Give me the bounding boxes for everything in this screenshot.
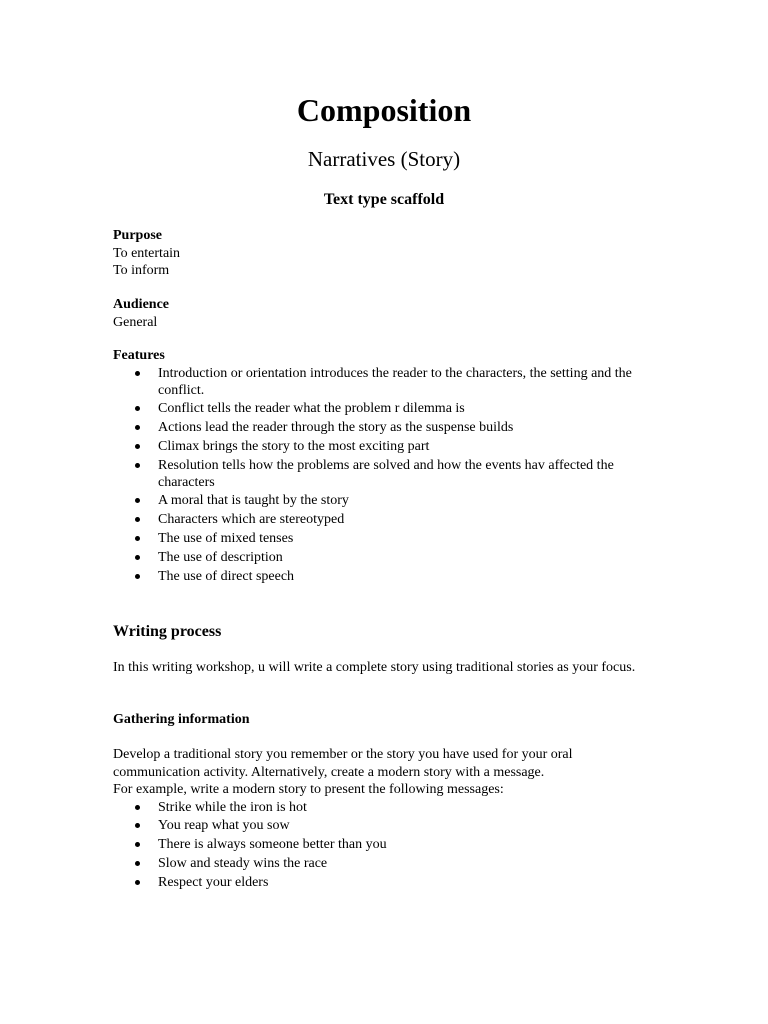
bullet-icon xyxy=(135,498,140,503)
list-item xyxy=(113,400,658,417)
audience-heading: Audience xyxy=(113,297,169,312)
feature-text: A moral that is taught by the story xyxy=(158,493,349,509)
bullet-icon xyxy=(135,406,140,411)
bullet-icon xyxy=(135,805,140,810)
writing-process-heading: Writing process xyxy=(113,623,222,640)
message-text: You reap what you sow xyxy=(158,818,290,834)
feature-text: The use of mixed tenses xyxy=(158,531,294,547)
message-text: Strike while the iron is hot xyxy=(158,799,307,815)
feature-text: Introduction or orientation introduces the reader to the characters, the setting and the conflict. xyxy=(158,365,632,398)
document-subtitle: Narratives (Story) xyxy=(307,147,461,171)
list-item xyxy=(113,492,658,509)
feature-text: Actions lead the reader through the story as the suspense builds xyxy=(158,420,514,436)
list-item xyxy=(113,874,658,891)
list-item xyxy=(113,817,658,834)
bullet-icon xyxy=(135,823,140,828)
message-text: There is always someone better than you xyxy=(158,837,387,853)
bullet-icon xyxy=(135,517,140,522)
feature-text: Conflict tells the reader what the problem r dilemma is xyxy=(158,401,465,417)
bullet-icon xyxy=(135,444,140,449)
bullet-icon xyxy=(135,463,140,468)
message-text: Slow and steady wins the race xyxy=(158,855,328,871)
feature-text: The use of description xyxy=(158,549,283,565)
gathering-body xyxy=(113,746,633,892)
bullet-icon xyxy=(135,555,140,560)
list-item xyxy=(113,799,658,816)
list-item xyxy=(113,836,658,853)
bullet-icon xyxy=(135,574,140,579)
feature-text: The use of direct speech xyxy=(158,568,295,584)
bullet-icon xyxy=(135,536,140,541)
purpose-heading: Purpose xyxy=(113,228,162,243)
features-heading: Features xyxy=(113,348,165,363)
messages-list xyxy=(113,799,633,891)
purpose-line: To inform xyxy=(113,263,170,278)
writing-process-section xyxy=(113,621,673,643)
list-item xyxy=(113,419,658,436)
feature-text: Climax brings the story to the most exciting part xyxy=(158,438,430,454)
message-text: Respect your elders xyxy=(158,874,269,890)
gathering-paragraph: Develop a traditional story you remember or the story you have used for your oral communication activity. Alternatively, create a modern story with a message. xyxy=(113,747,573,780)
list-item xyxy=(113,457,658,491)
list-item xyxy=(113,365,658,399)
purpose-section xyxy=(113,227,673,280)
bullet-icon xyxy=(135,842,140,847)
gathering-section xyxy=(113,711,673,729)
list-item xyxy=(113,530,658,547)
bullet-icon xyxy=(135,425,140,430)
scaffold-heading: Text type scaffold xyxy=(323,191,445,208)
list-item xyxy=(113,568,658,585)
writing-process-intro: In this writing workshop, u will write a complete story using traditional stories as your focus. xyxy=(113,660,636,675)
list-item xyxy=(113,549,658,566)
writing-process-intro-block xyxy=(113,659,653,677)
gathering-example-intro: For example, write a modern story to present the following messages: xyxy=(113,782,504,797)
feature-text: Characters which are stereotyped xyxy=(158,512,345,528)
document-title: Composition xyxy=(296,92,472,128)
list-item xyxy=(113,855,658,872)
audience-section xyxy=(113,296,673,331)
bullet-icon xyxy=(135,880,140,885)
list-item xyxy=(113,438,658,455)
bullet-icon xyxy=(135,861,140,866)
gathering-heading: Gathering information xyxy=(113,712,250,727)
audience-line: General xyxy=(113,314,158,330)
list-item xyxy=(113,511,658,528)
feature-text: Resolution tells how the problems are solved and how the events hav affected the characters xyxy=(158,457,614,490)
features-section xyxy=(113,347,673,586)
features-list xyxy=(113,365,673,585)
purpose-line: To entertain xyxy=(113,245,181,261)
bullet-icon xyxy=(135,371,140,376)
